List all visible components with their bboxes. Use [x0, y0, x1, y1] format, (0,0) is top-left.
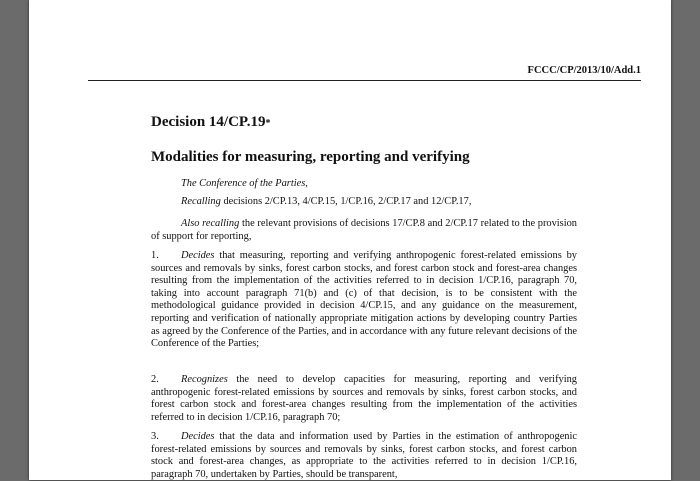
preamble-also-recalling-text: the relevant provisions of decisions 17/CP.8 and 2/CP.17 related to the provision of support for reporting, [151, 218, 578, 242]
operative-paragraph-3 [151, 431, 577, 481]
preamble-recalling-text: decisions 2/CP.13, 4/CP.15, 1/CP.16, 2/CP.17 and 12/CP.17, [223, 196, 472, 207]
preamble-conference-text: The Conference of the Parties, [181, 178, 308, 189]
paragraph-text: the need to develop capacities for measuring, reporting and verifying anthropogenic forest-related emissions by sources and removals by sinks, forest carbon stocks, and forest carbon stock and forest-area changes resulting from the implementation of the activities referred to in decision 1/CP.16, paragraph 70; [151, 374, 577, 423]
paragraph-lead: Recognizes [181, 374, 228, 385]
paragraph-text: that measuring, reporting and verifying anthropogenic forest-related emissions by sources and removals by sinks, forest carbon stocks, and forest carbon stock and forest-area changes resulting from the implementation of the activities referred to in decision 1/CP.16, paragraph 70, taking into account paragraph 71(b) and (c) of that decision, is to be consistent with the methodological guidance provided in decision 4/CP.15, and any guidance on the measurement, reporting and verification of nationally appropriate mitigation actions by developing country Parties as agreed by the Conference of the Parties, and in accordance with any future relevant decisions of the Conference of the Parties; [151, 250, 577, 350]
document-symbol: FCCC/CP/2013/10/Add.1 [527, 65, 641, 76]
preamble-also-recalling [151, 218, 577, 243]
header-divider [88, 80, 641, 81]
paragraph-number: 3. [151, 431, 159, 442]
preamble-recalling-lead: Recalling [181, 196, 221, 207]
footnote-marker: * [265, 118, 271, 129]
decision-title [151, 114, 270, 131]
decision-title-text: Decision 14/CP.19 [151, 114, 266, 130]
paragraph-text: that the data and information used by Parties in the estimation of anthropogenic forest-related emissions by sources and removals by sinks, forest carbon stocks, and forest carbon stock and forest-area changes, as appropriate to the activities referred to in decision 1/CP.16, paragraph 70, undertaken by Parties, should be transparent, [151, 431, 577, 480]
paragraph-number: 1. [151, 250, 159, 261]
preamble-also-recalling-lead: Also recalling [181, 218, 240, 229]
operative-paragraph-2 [151, 374, 577, 424]
document-page [29, 0, 671, 480]
preamble-conference [151, 178, 577, 191]
paragraph-lead: Decides [181, 431, 215, 442]
decision-subject: Modalities for measuring, reporting and verifying [151, 149, 470, 165]
preamble-recalling [151, 196, 577, 209]
operative-paragraph-1 [151, 250, 577, 351]
paragraph-number: 2. [151, 374, 159, 385]
paragraph-lead: Decides [181, 250, 215, 261]
